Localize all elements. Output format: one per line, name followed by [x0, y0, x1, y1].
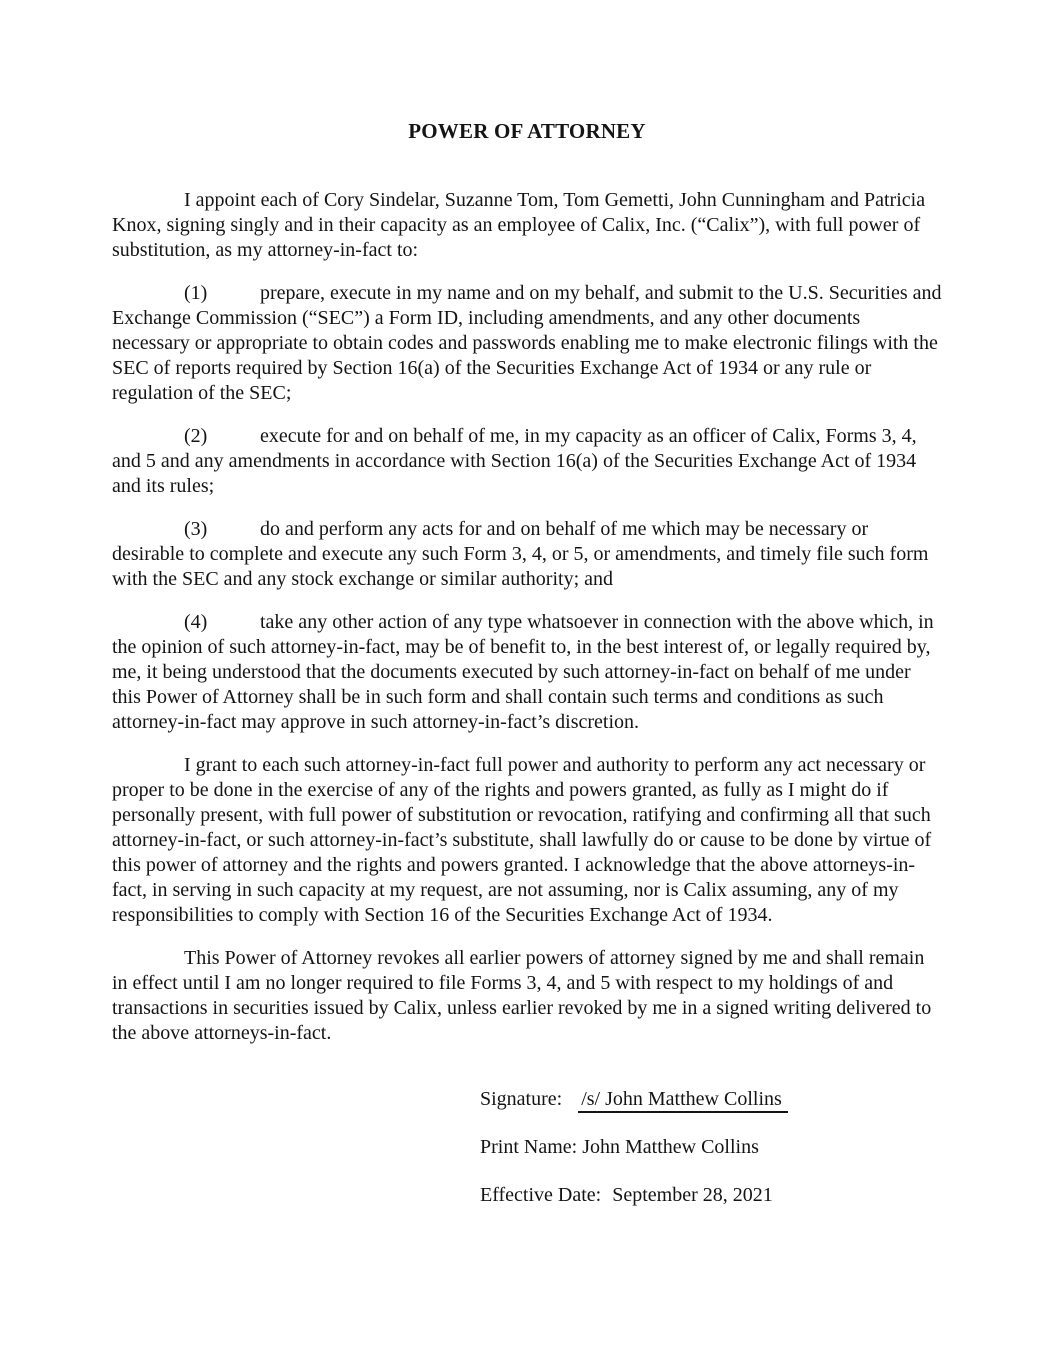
paragraph-intro — [112, 188, 942, 263]
paragraph-grant — [112, 753, 942, 928]
paragraph-numbered-3 — [112, 517, 942, 592]
signature-row — [480, 1087, 942, 1112]
paragraph-text: execute for and on behalf of me, in my capacity as an officer of Calix, Forms 3, 4, and 5 and any amendments in accordance with Section 16(a) of the Securities Exchange Act of 1934 and its rules; — [112, 425, 917, 497]
print-name-label: Print Name: — [480, 1136, 578, 1158]
paragraph-text: I appoint each of Cory Sindelar, Suzanne Tom, Tom Gemetti, John Cunningham and Patricia Knox, signing singly and in their capacity as an employee of Calix, Inc. (“Calix”), with full power of substitution, as my attorney-in-fact to: — [112, 189, 926, 261]
paragraph-numbered-1 — [112, 281, 942, 406]
paragraph-number: (4) — [184, 611, 208, 633]
paragraph-numbered-2 — [112, 424, 942, 499]
paragraph-number: (2) — [184, 425, 208, 447]
paragraph-text: I grant to each such attorney-in-fact full power and authority to perform any act necessary or proper to be done in the exercise of any of the rights and powers granted, as fully as I might do if personally present, with full power of substitution or revocation, ratifying and confirming all that such attorney-in-fact, or such attorney-in-fact’s substitute, shall lawfully do or cause to be done by virtue of this power of attorney and the rights and powers granted. I acknowledge that the above attorneys-in-fact, in serving in such capacity at my request, are not assuming, nor is Calix assuming, any of my responsibilities to comply with Section 16 of the Securities Exchange Act of 1934. — [112, 754, 932, 926]
document-title: POWER OF ATTORNEY — [408, 119, 646, 143]
print-name-value: John Matthew Collins — [582, 1136, 759, 1158]
paragraph-text: prepare, execute in my name and on my behalf, and submit to the U.S. Securities and Exchange Commission (“SEC”) a Form ID, including amendments, and any other documents necessary or appropriate to obtain codes and passwords enabling me to make electronic filings with the SEC of reports required by Section 16(a) of the Securities Exchange Act of 1934 or any rule or regulation of the SEC; — [112, 282, 942, 404]
paragraph-text: take any other action of any type whatsoever in connection with the above which, in the opinion of such attorney-in-fact, may be of benefit to, in the best interest of, or legally required by, me, it being understood that the documents executed by such attorney-in-fact on behalf of me under this Power of Attorney shall be in such form and shall contain such terms and conditions as such attorney-in-fact may approve in such attorney-in-fact’s discretion. — [112, 611, 934, 733]
effective-date-label: Effective Date: — [480, 1184, 602, 1206]
paragraph-number: (1) — [184, 282, 208, 304]
paragraph-text: This Power of Attorney revokes all earlier powers of attorney signed by me and shall remain in effect until I am no longer required to file Forms 3, 4, and 5 with respect to my holdings of and transactions in securities issued by Calix, unless earlier revoked by me in a signed writing delivered to the above attorneys-in-fact. — [112, 947, 932, 1044]
paragraph-revocation — [112, 946, 942, 1046]
paragraph-number: (3) — [184, 518, 208, 540]
signature-label: Signature: — [480, 1088, 563, 1110]
effective-date-value: September 28, 2021 — [612, 1184, 773, 1206]
paragraph-numbered-4 — [112, 610, 942, 735]
signature-value: /s/ John Matthew Collins — [578, 1088, 788, 1113]
signature-block — [480, 1087, 942, 1208]
effective-date-row — [480, 1183, 942, 1208]
print-name-row — [480, 1135, 942, 1160]
paragraph-text: do and perform any acts for and on behalf of me which may be necessary or desirable to complete and execute any such Form 3, 4, or 5, or amendments, and timely file such form with the SEC and any stock exchange or similar authority; and — [112, 518, 929, 590]
